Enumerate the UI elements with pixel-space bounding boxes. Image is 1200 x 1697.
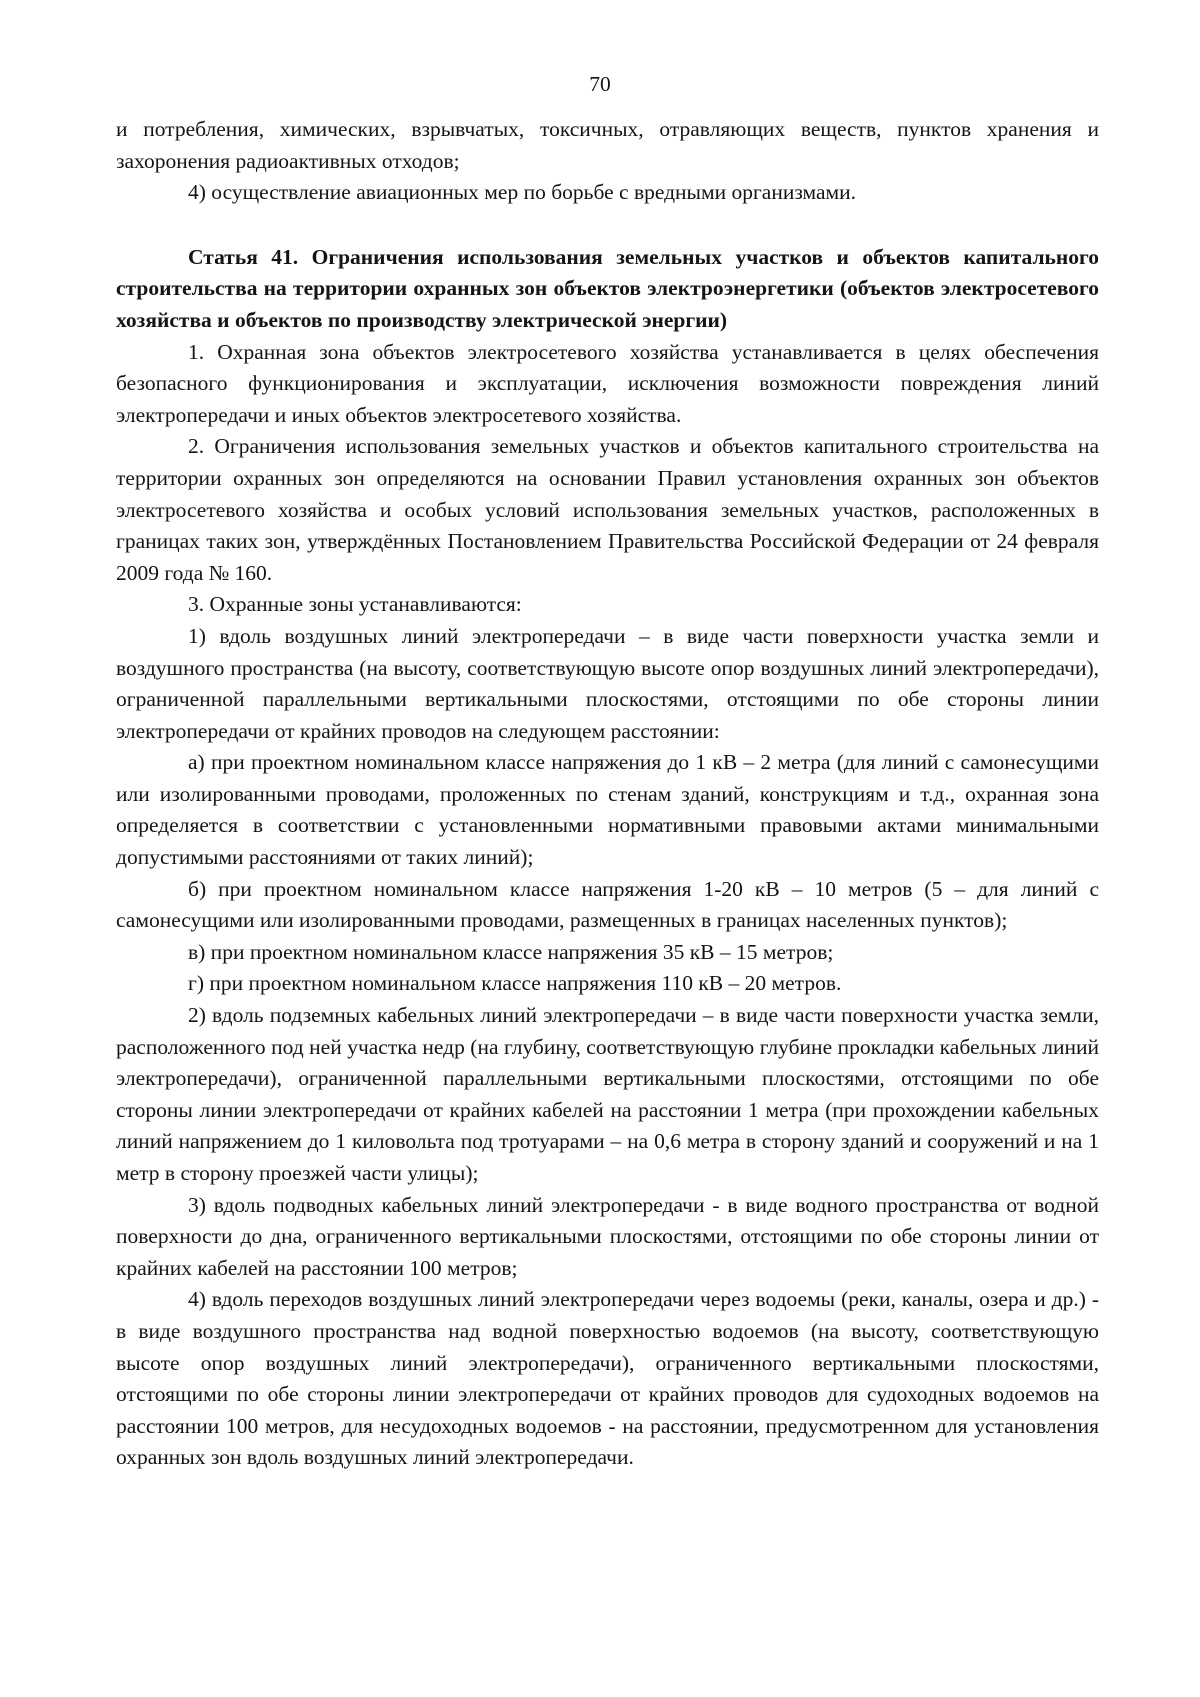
item-3-underwater-cables: 3) вдоль подводных кабельных линий электропередачи - в виде водного пространства от водной поверхности до дна, ограниченного вертикальными плоскостями, отстоящими по обе стороны линии от крайних кабелей на расстоянии 100 метров; bbox=[116, 1192, 1099, 1280]
item-b-1-20kv: б) при проектном номинальном классе напряжения 1-20 кВ – 10 метров (5 – для линий с самонесущими или изолированными проводами, размещенных в границах населенных пунктов); bbox=[116, 876, 1099, 933]
item-2-underground-cables: 2) вдоль подземных кабельных линий электропередачи – в виде части поверхности участка земли, расположенного под ней участка недр (на глубину, соответствующую глубине прокладки кабельных линий электропередачи), ограниченной параллельными вертикальными плоскостями, отстоящими по обе стороны линии электропередачи от крайних кабелей на расстоянии 1 метра (при прохождении кабельных линий напряжением до 1 киловольта под тротуарами – на 0,6 метра в сторону зданий и сооружений и на 1 метр в сторону проезжей части улицы); bbox=[116, 1003, 1099, 1185]
paragraph-2-restrictions: 2. Ограничения использования земельных участков и объектов капитального строительства на территории охранных зон определяются на основании Правил установления охранных зон объектов электросетевого хозяйства и особых условий использования земельных участков, расположенных в границах таких зон, утверждённых Постановлением Правительства Российской Федерации от 24 февраля 2009 года № 160. bbox=[116, 434, 1099, 585]
paragraph-continuation: и потребления, химических, взрывчатых, токсичных, отравляющих веществ, пунктов хранения и захоронения радиоактивных отходов; bbox=[116, 117, 1099, 173]
list-item-4-aviation: 4) осуществление авиационных мер по борьбе с вредными организмами. bbox=[188, 180, 857, 205]
paragraph-1-protection-zone: 1. Охранная зона объектов электросетевого хозяйства устанавливается в целях обеспечения безопасного функционирования и эксплуатации, исключения возможности повреждения линий электропередачи и иных объектов электросетевого хозяйства. bbox=[116, 339, 1099, 427]
document-body bbox=[116, 114, 1099, 1474]
paragraph-3-zones-established: 3. Охранные зоны устанавливаются: bbox=[188, 592, 522, 617]
item-4-water-crossings: 4) вдоль переходов воздушных линий электропередачи через водоемы (реки, каналы, озера и др.) - в виде воздушного пространства над водной поверхностью водоемов (на высоту, соответствующую высоте опор воздушных линий электропередачи), ограниченного вертикальными плоскостями, отстоящими по обе стороны линии электропередачи от крайних проводов для судоходных водоемов на расстоянии 100 метров, для несудоходных водоемов - на расстоянии, предусмотренном для установления охранных зон вдоль воздушных линий электропередачи. bbox=[116, 1287, 1099, 1470]
page-number: 70 bbox=[589, 72, 611, 96]
item-g-110kv: г) при проектном номинальном классе напряжения 110 кВ – 20 метров. bbox=[188, 971, 842, 996]
item-v-35kv: в) при проектном номинальном классе напряжения 35 кВ – 15 метров; bbox=[188, 939, 834, 964]
item-a-up-to-1kv: а) при проектном номинальном классе напряжения до 1 кВ – 2 метра (для линий с самонесущими или изолированными проводами, проложенных по стенам зданий, конструкциям и т.д., охранная зона определяется в соответствии с установленными нормативными правовыми актами минимальными допустимыми расстояниями от таких линий); bbox=[116, 750, 1099, 870]
article-41-heading: Статья 41. Ограничения использования земельных участков и объектов капитального строительства на территории охранных зон объектов электроэнергетики (объектов электросетевого хозяйства и объектов по производству электрической энергии) bbox=[116, 244, 1099, 332]
item-1-overhead-lines: 1) вдоль воздушных линий электропередачи – в виде части поверхности участка земли и воздушного пространства (на высоту, соответствующую высоте опор воздушных линий электропередачи), ограниченной параллельными вертикальными плоскостями, отстоящими по обе стороны линии электропередачи от крайних проводов на следующем расстоянии: bbox=[116, 623, 1099, 743]
